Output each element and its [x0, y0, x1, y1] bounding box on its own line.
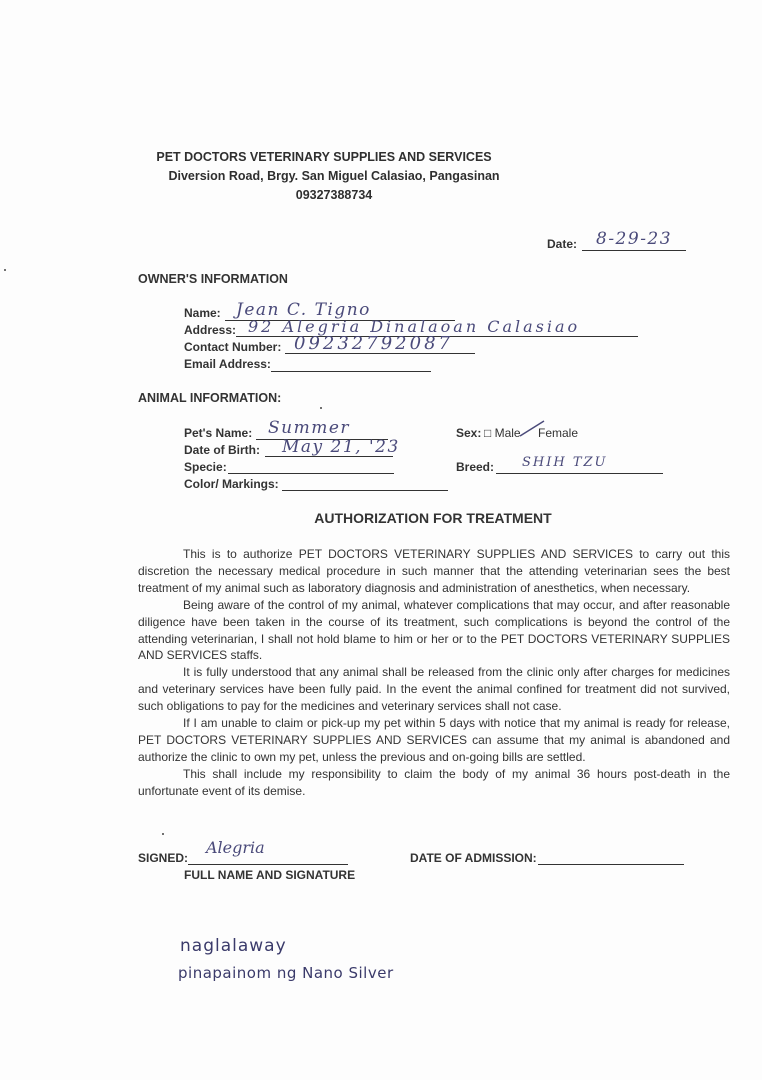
breed-line [496, 473, 663, 474]
signed-label: SIGNED: [138, 851, 189, 865]
dob-label: Date of Birth: [184, 443, 260, 457]
owner-section-title: OWNER'S INFORMATION [138, 272, 288, 286]
scan-speck [162, 833, 164, 835]
authorization-title: AUTHORIZATION FOR TREATMENT [314, 510, 552, 526]
dob-value[interactable]: May 21, '23 [282, 437, 400, 457]
authorization-paragraph: This is to authorize PET DOCTORS VETERINARY SUPPLIES AND SERVICES to carry out this discretion the necessary medical procedure in such manner that the attending veterinarian sees the best treatment of my animal such as laboratory diagnosis and administration of anesthetics, when necessary. [138, 547, 730, 595]
animal-section-title: ANIMAL INFORMATION: [138, 391, 282, 405]
breed-label: Breed: [456, 460, 495, 474]
owner-address-label: Address: [184, 323, 237, 337]
color-markings-line [282, 490, 448, 491]
authorization-paragraph: It is fully understood that any animal shall be released from the clinic only after charges for medicines and veterinary services have been fully paid. In the event the animal confined for treatment did not survived, such obligations to pay for the medicines and veterinary services shall not case. [138, 665, 730, 714]
specie-label: Specie: [184, 460, 227, 474]
business-address: Diversion Road, Brgy. San Miguel Calasiao, Pangasinan [168, 169, 500, 183]
date-value[interactable]: 8-29-23 [596, 229, 673, 249]
female-check-mark-icon [518, 418, 548, 440]
signature-line [188, 864, 348, 865]
date-line [582, 250, 686, 251]
email-label: Email Address: [184, 357, 271, 371]
sex-option-male[interactable]: □ Male [484, 426, 521, 440]
contact-number-value[interactable]: 09232792087 [294, 333, 453, 354]
owner-name-label: Name: [184, 306, 221, 320]
admission-date-label: DATE OF ADMISSION: [410, 851, 537, 865]
specie-line [228, 473, 394, 474]
business-phone: 09327388734 [295, 188, 373, 202]
pet-name-value[interactable]: Summer [268, 418, 351, 438]
scan-speck [320, 407, 322, 409]
contact-number-label: Contact Number: [184, 340, 282, 354]
breed-value[interactable]: SHIH TZU [522, 455, 608, 470]
handwritten-note-line2: pinapainom ng Nano Silver [178, 964, 394, 982]
color-markings-label: Color/ Markings: [184, 477, 279, 491]
admission-date-line [538, 864, 684, 865]
email-line [271, 371, 431, 372]
sex-label: Sex: [456, 426, 482, 440]
authorization-paragraph: This shall include my responsibility to claim the body of my animal 36 hours post-death in the unfortunate event of its demise. [138, 766, 730, 798]
business-name: PET DOCTORS VETERINARY SUPPLIES AND SERVICES [156, 150, 492, 164]
owner-address-value[interactable]: 92 Alegria Dinalaoan Calasiao [248, 317, 581, 336]
pet-name-label: Pet's Name: [184, 426, 253, 440]
handwritten-note-line1: naglalaway [180, 936, 287, 956]
date-label: Date: [547, 237, 578, 251]
signature-value[interactable]: Alegria [206, 838, 265, 857]
scan-speck [4, 269, 6, 271]
authorization-paragraph: Being aware of the control of my animal, whatever complications that may occur, and after reasonable diligence have been taken in the course of its treatment, such complications is beyond the control of the attending veterinarian, I shall not hold blame to him or her or to the PET DOCTORS VETERINARY SUPPLIES AND SERVICES staffs. [138, 597, 730, 663]
sex-option-female[interactable]: Female [538, 426, 579, 440]
authorization-body [138, 546, 730, 800]
signature-caption: FULL NAME AND SIGNATURE [184, 868, 356, 882]
owner-name-value[interactable]: Jean C. Tigno [236, 300, 371, 320]
form-header [0, 148, 762, 205]
authorization-paragraph: If I am unable to claim or pick-up my pet within 5 days with notice that my animal is ready for release, PET DOCTORS VETERINARY SUPPLIES AND SERVICES can assume that my animal is abandoned and authorize the clinic to own my pet, unless the previous and on-going bills are settled. [138, 716, 730, 764]
